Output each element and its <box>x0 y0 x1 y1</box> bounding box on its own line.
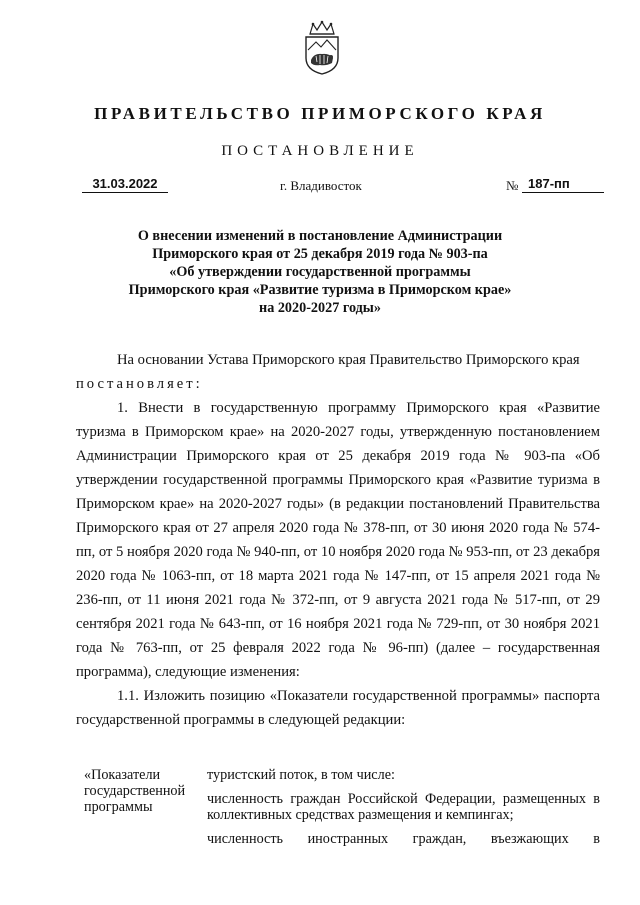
item-1-1-paragraph: 1.1. Изложить позицию «Показатели государственной программы» паспорта государственной программы в следующей редакции: <box>76 688 600 728</box>
table-left-cell: «Показатели государственной программы <box>84 767 186 815</box>
government-title: ПРАВИТЕЛЬСТВО ПРИМОРСКОГО КРАЯ <box>94 104 546 123</box>
table-right-cell <box>207 767 600 855</box>
heading-line: «Об утверждении государственной программы <box>169 264 471 280</box>
item-1-paragraph: 1. Внести в государственную программу Приморского края «Развитие туризма в Приморском крае» на 2020-2027 годы, утвержденную постановлением Администрации Приморского края от 25 декабря 2019 года № 903-па «Об утверждении государственной программы Приморского края «Развитие туризма в Приморском крае» на 2020-2027 годы» (в редакции постановлений Правительства Приморского края от 27 апреля 2020 года № 378-пп, от 30 июня 2020 года № 574-пп, от 5 ноября 2020 года № 940-пп, от 10 ноября 2020 года № 953-пп, от 23 декабря 2020 года № 1063-пп, от 18 марта 2021 года № 147-пп, от 15 апреля 2021 года № 236-пп, от 11 июня 2021 года № 372-пп, от 9 августа 2021 года № 517-пп, от 29 сентября 2021 года № 643-пп, от 16 ноября 2021 года № 729-пп, от 30 ноября 2021 года № 763-пп, от 25 февраля 2022 года № 96-пп) (далее – государственная программа), следующие изменения: <box>76 400 600 680</box>
heading-line: О внесении изменений в постановление Администрации <box>137 228 503 244</box>
document-number: 187-пп <box>522 176 604 193</box>
table-line: численность граждан Российской Федерации, размещенных в коллективных средствах размещения и кемпингах; <box>207 791 600 823</box>
table-line: туристский поток, в том числе: <box>207 767 395 783</box>
intro-paragraph: На основании Устава Приморского края Правительство Приморского края <box>117 352 580 368</box>
document-date: 31.03.2022 <box>82 176 168 193</box>
resolves-word: постановляет: <box>76 376 203 392</box>
document-body <box>76 348 600 732</box>
heading-line: Приморского края от 25 декабря 2019 года № 903-па <box>152 246 488 262</box>
heading-line: Приморского края «Развитие туризма в Приморском крае» <box>128 282 512 298</box>
coat-of-arms-icon <box>302 20 342 76</box>
heading-line: на 2020-2027 годы» <box>259 300 381 316</box>
table-line: численность иностранных граждан, въезжающих в <box>207 831 600 847</box>
document-heading <box>100 227 540 317</box>
document-city: г. Владивосток <box>280 178 362 193</box>
number-sign: № <box>506 178 519 193</box>
document-type: ПОСТАНОВЛЕНИЕ <box>221 143 419 159</box>
